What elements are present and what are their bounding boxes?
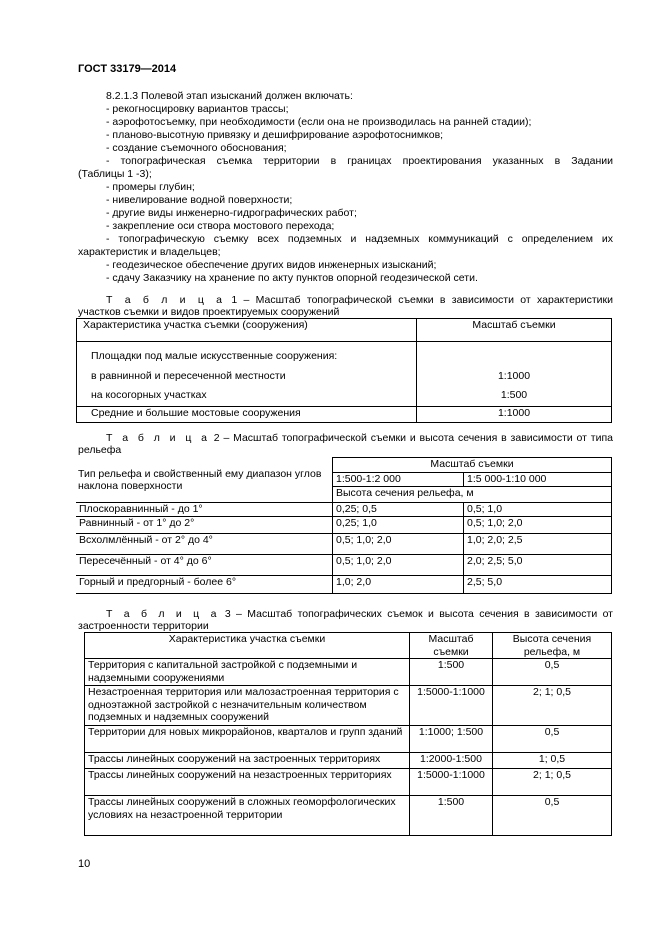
list-item: - топографическая съемка территории в границах проектирования указанных в Задании xyxy=(106,155,613,167)
table2-header-height: Высота сечения рельефа, м xyxy=(333,487,612,503)
table2-cell: 0,25; 1,0 xyxy=(333,516,464,533)
table1 xyxy=(76,318,612,423)
list-item: - аэрофотосъемку, при необходимости (если она не производилась на ранней стадии); xyxy=(106,116,532,128)
table3-cell: Трассы линейных сооружений в сложных геоморфологических условиях на незастроенной территории xyxy=(85,796,410,836)
table2-cell: 0,5; 1,0; 2,0 xyxy=(333,554,464,575)
table1-cell: 1:1000 xyxy=(417,406,612,422)
table3-caption-line2: застроенности территории xyxy=(78,620,209,632)
table3-header-height: Высота сечения рельефа, м xyxy=(493,633,612,659)
list-item: - закрепление оси створа мостового перехода; xyxy=(106,220,335,232)
list-item: - промеры глубин; xyxy=(106,181,195,193)
table3-header-characteristic: Характеристика участка съемки xyxy=(85,633,410,659)
table1-caption-text: 1 – Масштаб топографической съемки в зависимости от характеристики xyxy=(231,294,613,306)
list-item: - планово-высотную привязку и дешифрирование аэрофотоснимков; xyxy=(106,129,444,141)
table3-cell: 1; 0,5 xyxy=(493,753,612,769)
table1-cell: 1:500 xyxy=(500,389,528,401)
table2-cell: 1,0; 2,0; 2,5 xyxy=(464,533,612,554)
table1-cell: Средние и большие мостовые сооружения xyxy=(77,406,417,422)
table2-cell: 0,25; 0,5 xyxy=(333,503,464,517)
list-item: - сдачу Заказчику на хранение по акту пунктов опорной геодезической сети. xyxy=(106,272,478,284)
table2-caption-text: 2 – Масштаб топографической съемки и высота сечения в зависимости от типа xyxy=(213,432,613,444)
table2-cell: 0,5; 1,0; 2,0 xyxy=(464,516,612,533)
table3-header-scale: Масштаб съемки xyxy=(410,633,493,659)
list-item: - нивелирование водной поверхности; xyxy=(106,194,293,206)
table2-cell: Всхолмлённый - от 2° до 4° xyxy=(76,533,333,554)
table3-cell: 1:500 xyxy=(410,659,493,686)
table3-cell: Трассы линейных сооружений на застроенных территориях xyxy=(85,753,410,769)
section-8-2-1-3-heading: 8.2.1.3 Полевой этап изысканий должен включать: xyxy=(106,90,353,102)
table3-cell: Территория с капитальной застройкой с подземными и надземными сооружениями xyxy=(85,659,410,686)
table1-caption-word: Т а б л и ц а xyxy=(106,294,225,306)
table2-cell: Плоскоравнинный - до 1° xyxy=(76,503,333,517)
table2-cell: Пересечённый - от 4° до 6° xyxy=(76,554,333,575)
table2 xyxy=(76,457,612,594)
table1-header-characteristic: Характеристика участка съемки (сооружения) xyxy=(77,319,417,342)
table2-header-scale: Масштаб съемки xyxy=(333,458,612,473)
table3-cell: 0,5 xyxy=(493,659,612,686)
table3 xyxy=(84,632,612,836)
table2-cell: 0,5; 1,0 xyxy=(464,503,612,517)
table2-cell: 0,5; 1,0; 2,0 xyxy=(333,533,464,554)
table3-caption-text: 3 – Масштаб топографических съемок и высота сечения в зависимости от xyxy=(224,608,613,620)
table2-header-relief: Тип рельефа и свойственный ему диапазон углов наклона поверхности xyxy=(76,458,333,503)
table1-cell: на косогорных участках xyxy=(91,389,207,401)
table2-cell: 1,0; 2,0 xyxy=(333,575,464,593)
table3-cell: 1:2000-1:500 xyxy=(410,753,493,769)
table1-cell: Площадки под малые искусственные сооружения: xyxy=(91,350,338,362)
table3-cell: Трассы линейных сооружений на незастроенных территориях xyxy=(85,769,410,796)
table2-header-scale2: 1:5 000-1:10 000 xyxy=(464,473,612,487)
table3-cell: 1:5000-1:1000 xyxy=(410,769,493,796)
table3-cell: 0,5 xyxy=(493,796,612,836)
table1-row-group-scale xyxy=(417,342,612,407)
table2-caption xyxy=(106,432,613,445)
list-item-continuation: (Таблицы 1 -3); xyxy=(78,168,152,180)
list-item: - создание съемочного обоснования; xyxy=(106,142,287,154)
table1-caption-line2: участков съемки и видов проектируемых сооружений xyxy=(78,306,340,318)
list-item-continuation: характеристик и владельцев; xyxy=(78,246,221,258)
table2-cell: Горный и предгорный - более 6° xyxy=(76,575,333,593)
table2-cell: 2,5; 5,0 xyxy=(464,575,612,593)
table3-caption-word: Т а б л и ц а xyxy=(106,608,220,620)
table3-cell: 1:500 xyxy=(410,796,493,836)
page-number: 10 xyxy=(78,858,91,870)
table3-cell: 2; 1; 0,5 xyxy=(493,769,612,796)
table3-cell: 1:1000; 1:500 xyxy=(410,726,493,753)
table2-cell: Равнинный - от 1° до 2° xyxy=(76,516,333,533)
table1-row-group xyxy=(77,342,417,407)
list-item: - другие виды инженерно-гидрографических работ; xyxy=(106,207,357,219)
list-item: - топографическую съемку всех подземных и надземных коммуникаций с определением их xyxy=(106,233,613,245)
table3-cell: 0,5 xyxy=(493,726,612,753)
table3-cell: Территории для новых микрорайонов, кварталов и групп зданий xyxy=(85,726,410,753)
list-item: - геодезическое обеспечение других видов инженерных изысканий; xyxy=(106,259,437,271)
table1-header-scale: Масштаб съемки xyxy=(417,319,612,342)
table3-cell: 1:5000-1:1000 xyxy=(410,686,493,726)
table2-header-scale1: 1:500-1:2 000 xyxy=(333,473,464,487)
list-item: - рекогносцировку вариантов трассы; xyxy=(106,103,289,115)
table1-cell xyxy=(420,347,608,367)
table3-cell: 2; 1; 0,5 xyxy=(493,686,612,726)
table1-cell: в равнинной и пересеченной местности xyxy=(91,369,286,382)
table1-cell: 1:1000 xyxy=(497,369,531,382)
table2-cell: 2,0; 2,5; 5,0 xyxy=(464,554,612,575)
table2-caption-line2: рельефа xyxy=(78,444,122,456)
table3-cell: Незастроенная территория или малозастроенная территория с одноэтажной застройкой с незначительным количеством подземных и надземных сооружений xyxy=(85,686,410,726)
document-header: ГОСТ 33179—2014 xyxy=(78,63,177,75)
table2-caption-word: Т а б л и ц а xyxy=(106,432,210,444)
